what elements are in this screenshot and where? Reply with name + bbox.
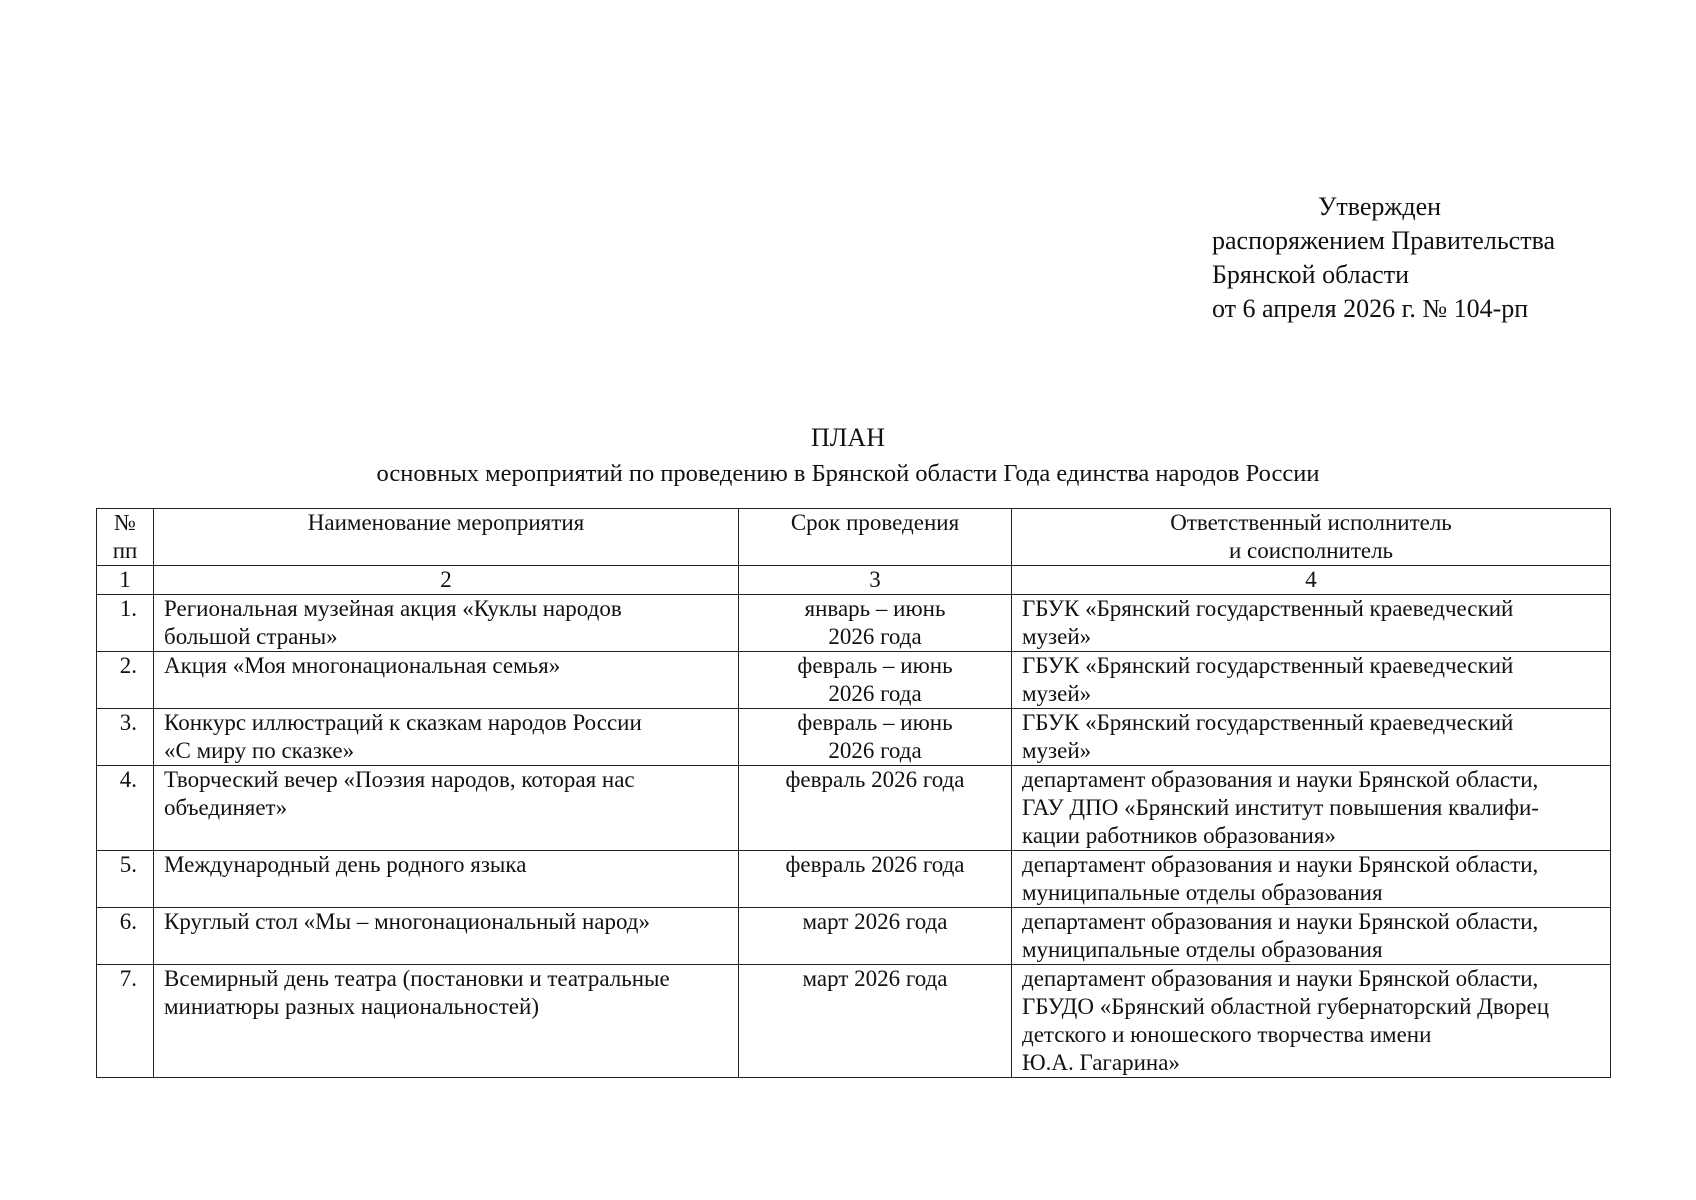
table-row bbox=[97, 908, 1611, 965]
title-heading: ПЛАН bbox=[811, 423, 885, 452]
approval-line: Утвержден bbox=[1318, 192, 1442, 221]
table-row bbox=[97, 965, 1611, 1078]
event-executor: департамент образования и науки Брянской области, муниципальные отделы образования bbox=[1012, 908, 1611, 965]
table-row bbox=[97, 766, 1611, 851]
row-number: 7. bbox=[97, 965, 154, 1078]
event-executor: департамент образования и науки Брянской области, ГАУ ДПО «Брянский институт повышения квалифи- кации работников образования» bbox=[1012, 766, 1611, 851]
event-executor: департамент образования и науки Брянской области, муниципальные отделы образования bbox=[1012, 851, 1611, 908]
header-event-name: Наименование мероприятия bbox=[154, 509, 739, 566]
approval-line: распоряжением Правительства bbox=[1212, 226, 1556, 255]
title-subheading: основных мероприятий по проведению в Брянской области Года единства народов России bbox=[376, 460, 1320, 487]
approval-line: от 6 апреля 2026 г. № 104-рп bbox=[1212, 294, 1529, 323]
approval-line: Брянской области bbox=[1212, 260, 1409, 289]
event-period: февраль – июнь 2026 года bbox=[739, 709, 1012, 766]
event-period: февраль 2026 года bbox=[739, 851, 1012, 908]
table-row bbox=[97, 652, 1611, 709]
event-name: Круглый стол «Мы – многонациональный народ» bbox=[154, 908, 739, 965]
header-number: № пп bbox=[97, 509, 154, 566]
plan-table bbox=[96, 508, 1611, 1078]
event-name: Конкурс иллюстраций к сказкам народов России «С миру по сказке» bbox=[154, 709, 739, 766]
event-executor: ГБУК «Брянский государственный краеведческий музей» bbox=[1012, 652, 1611, 709]
event-name: Региональная музейная акция «Куклы народов большой страны» bbox=[154, 595, 739, 652]
event-name: Творческий вечер «Поэзия народов, которая нас объединяет» bbox=[154, 766, 739, 851]
column-number: 1 bbox=[97, 566, 154, 595]
table-header-row bbox=[97, 509, 1611, 566]
table-row bbox=[97, 595, 1611, 652]
row-number: 1. bbox=[97, 595, 154, 652]
row-number: 2. bbox=[97, 652, 154, 709]
row-number: 5. bbox=[97, 851, 154, 908]
event-period: февраль 2026 года bbox=[739, 766, 1012, 851]
column-number: 3 bbox=[739, 566, 1012, 595]
event-executor: ГБУК «Брянский государственный краеведческий музей» bbox=[1012, 595, 1611, 652]
column-number: 2 bbox=[154, 566, 739, 595]
event-period: март 2026 года bbox=[739, 965, 1012, 1078]
row-number: 4. bbox=[97, 766, 154, 851]
table-row bbox=[97, 709, 1611, 766]
event-period: март 2026 года bbox=[739, 908, 1012, 965]
event-executor: департамент образования и науки Брянской области, ГБУДО «Брянский областной губернаторский Дворец детского и юношеского творчества имени Ю.А. Гагарина» bbox=[1012, 965, 1611, 1078]
row-number: 6. bbox=[97, 908, 154, 965]
approval-block bbox=[1212, 190, 1555, 326]
event-period: февраль – июнь 2026 года bbox=[739, 652, 1012, 709]
row-number: 3. bbox=[97, 709, 154, 766]
column-number: 4 bbox=[1012, 566, 1611, 595]
header-period: Срок проведения bbox=[739, 509, 1012, 566]
event-executor: ГБУК «Брянский государственный краеведческий музей» bbox=[1012, 709, 1611, 766]
event-name: Акция «Моя многонациональная семья» bbox=[154, 652, 739, 709]
column-number-row bbox=[97, 566, 1611, 595]
table-row bbox=[97, 851, 1611, 908]
document-title bbox=[0, 420, 1696, 492]
event-name: Международный день родного языка bbox=[154, 851, 739, 908]
header-executor: Ответственный исполнитель и соисполнитель bbox=[1012, 509, 1611, 566]
event-period: январь – июнь 2026 года bbox=[739, 595, 1012, 652]
event-name: Всемирный день театра (постановки и театральные миниатюры разных национальностей) bbox=[154, 965, 739, 1078]
